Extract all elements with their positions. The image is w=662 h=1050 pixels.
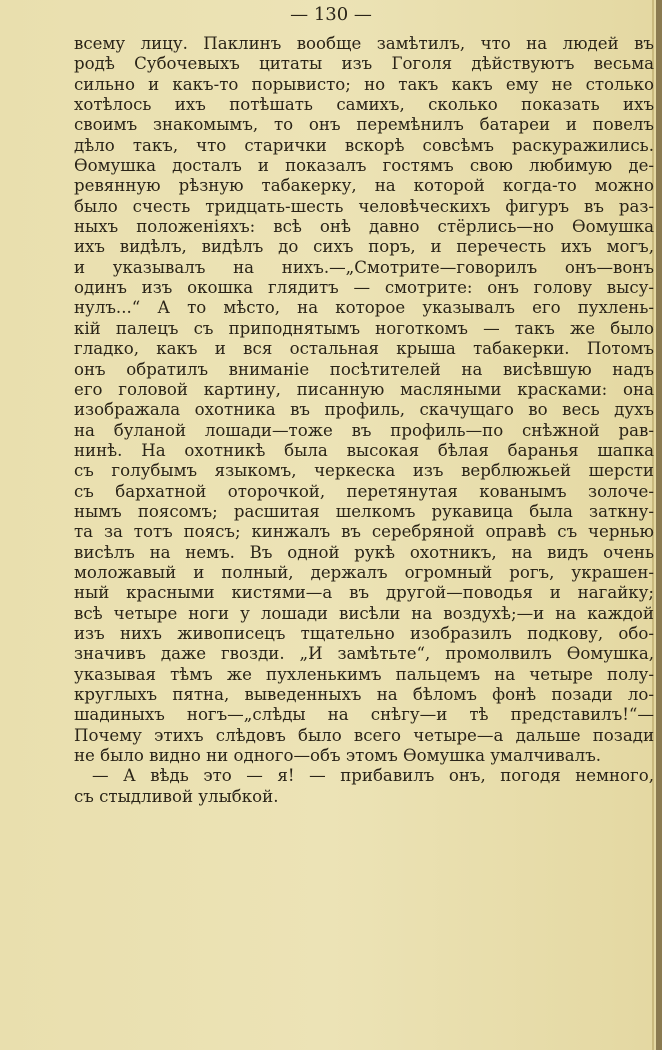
text-line: шадиныхъ ногъ—„слѣды на снѣгу—и тѣ представилъ!“—	[74, 705, 654, 725]
text-line: Почему этихъ слѣдовъ было всего четыре—а дальше позади	[74, 725, 654, 745]
text-line: ныхъ положеніяхъ: всѣ онѣ давно стёрлись—но Ѳомушка	[74, 217, 654, 237]
text-line: кій палецъ съ приподнятымъ ноготкомъ — такъ же было	[74, 318, 654, 338]
text-line: указывая тѣмъ же пухленькимъ пальцемъ на четыре полу-	[74, 664, 654, 684]
text-line: круглыхъ пятна, выведенныхъ на бѣломъ фонѣ позади ло-	[74, 685, 654, 704]
text-line: ихъ видѣлъ, видѣлъ до сихъ поръ, и перечесть ихъ могъ,	[74, 237, 654, 257]
text-line: значивъ даже гвозди. „И замѣтьте“, промолвилъ Ѳомушка,	[74, 644, 654, 664]
text-line: нулъ...“ А то мѣсто, на которое указывалъ его пухлень-	[74, 298, 654, 318]
page-number: — 130 —	[290, 4, 372, 25]
text-line: изображала охотника въ профиль, скачущаго во весь духъ	[74, 400, 654, 420]
text-line: изъ нихъ живописецъ тщательно изобразилъ подкову, обо-	[74, 623, 654, 643]
text-line: всему лицу. Паклинъ вообще замѣтилъ, что на людей въ	[74, 34, 654, 53]
page-edge	[656, 0, 662, 1050]
text-line: съ голубымъ языкомъ, черкеска изъ верблюжьей шерсти	[74, 461, 654, 481]
text-line: Ѳомушка досталъ и показалъ гостямъ свою любимую де-	[74, 156, 654, 176]
text-line: своимъ знакомымъ, то онъ перемѣнилъ батареи и повелъ	[74, 115, 654, 135]
text-line: нымъ поясомъ; расшитая шелкомъ рукавица была заткну-	[74, 501, 654, 521]
text-line: нинѣ. На охотникѣ была высокая бѣлая баранья шапка	[74, 440, 654, 460]
text-line: дѣло такъ, что старички вскорѣ совсѣмъ раскуражились.	[74, 135, 654, 155]
text-line: съ бархатной оторочкой, перетянутая кованымъ золоче-	[74, 481, 654, 501]
text-line: — А вѣдь это — я! — прибавилъ онъ, погодя немного,	[92, 766, 654, 786]
text-line: родѣ Субочевыхъ цитаты изъ Гоголя дѣйствуютъ весьма	[74, 54, 654, 74]
text-line: и указывалъ на нихъ.—„Смотрите—говорилъ онъ—вонъ	[74, 257, 654, 277]
text-line: та за тотъ поясъ; кинжалъ въ серебряной оправѣ съ чернью	[74, 522, 654, 542]
text-line: одинъ изъ окошка глядитъ — смотрите: онъ голову высу-	[74, 278, 654, 298]
text-line: съ стыдливой улыбкой.	[74, 786, 279, 806]
text-line: ный красными кистями—а въ другой—поводья и нагайку;	[74, 583, 654, 603]
text-line: ревянную рѣзную табакерку, на которой когда-то можно	[74, 176, 654, 196]
text-line: на буланой лошади—тоже въ профиль—по снѣжной рав-	[74, 420, 654, 440]
text-line: всѣ четыре ноги у лошади висѣли на воздухѣ;—и на каждой	[74, 603, 654, 623]
text-line: не было видно ни одного—объ этомъ Ѳомушка умалчивалъ.	[74, 746, 602, 766]
body-text	[74, 34, 654, 807]
text-line: висѣлъ на немъ. Въ одной рукѣ охотникъ, на видъ очень	[74, 542, 654, 562]
text-line: моложавый и полный, держалъ огромный рогъ, украшен-	[74, 562, 654, 582]
text-line: было счесть тридцать-шесть человѣческихъ фигуръ въ раз-	[74, 196, 654, 216]
text-line: сильно и какъ-то порывисто; но такъ какъ ему не столько	[74, 74, 654, 94]
text-line: хотѣлось ихъ потѣшать самихъ, сколько показать ихъ	[74, 95, 654, 115]
text-line: его головой картину, писанную масляными красками: она	[74, 379, 654, 399]
text-line: онъ обратилъ вниманіе посѣтителей на висѣвшую надъ	[74, 359, 654, 379]
text-line: гладко, какъ и вся остальная крыша табакерки. Потомъ	[74, 339, 654, 359]
